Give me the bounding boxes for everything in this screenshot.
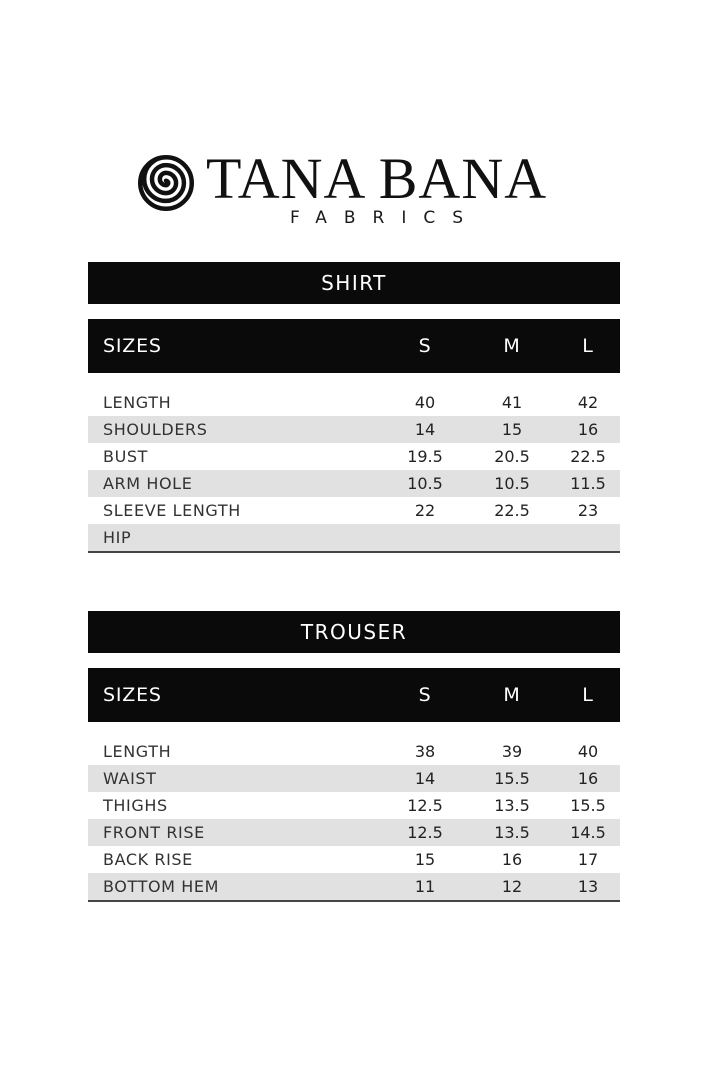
row-label: LENGTH bbox=[103, 393, 172, 412]
sizes-label: SIZES bbox=[103, 335, 162, 357]
cell-value: 22.5 bbox=[570, 447, 606, 466]
row-label: BOTTOM HEM bbox=[103, 877, 219, 896]
row-label: SHOULDERS bbox=[103, 420, 208, 439]
row-label: LENGTH bbox=[103, 742, 172, 761]
shirt-sizes-header bbox=[88, 319, 620, 373]
cell-value: 13.5 bbox=[494, 823, 530, 842]
cell-value: 10.5 bbox=[407, 474, 443, 493]
row-label: SLEEVE LENGTH bbox=[103, 501, 241, 520]
row-label: ARM HOLE bbox=[103, 474, 193, 493]
cell-value: 15 bbox=[414, 850, 436, 869]
column-head-l: L bbox=[582, 335, 594, 357]
cell-value: 12 bbox=[501, 877, 523, 896]
trouser-rows bbox=[88, 738, 620, 902]
shirt-title-bar bbox=[88, 262, 620, 304]
cell-value: 41 bbox=[501, 393, 523, 412]
cell-value: 19.5 bbox=[407, 447, 443, 466]
column-head-s: S bbox=[418, 684, 432, 706]
cell-value: 16 bbox=[577, 420, 599, 439]
cell-value: 20.5 bbox=[494, 447, 530, 466]
trouser-title: TROUSER bbox=[300, 620, 408, 644]
row-length bbox=[88, 389, 620, 416]
cell-value: 11.5 bbox=[570, 474, 606, 493]
cell-value: 13.5 bbox=[494, 796, 530, 815]
cell-value: 22.5 bbox=[494, 501, 530, 520]
cell-value: 15.5 bbox=[494, 769, 530, 788]
row-bust bbox=[88, 443, 620, 470]
row-label: BACK RISE bbox=[103, 850, 193, 869]
cell-value: 40 bbox=[414, 393, 436, 412]
row-label: WAIST bbox=[103, 769, 157, 788]
cell-value: 15.5 bbox=[570, 796, 606, 815]
cell-value: 16 bbox=[577, 769, 599, 788]
row-shoulders bbox=[88, 416, 620, 443]
shirt-rows bbox=[88, 389, 620, 553]
cell-value: 14.5 bbox=[570, 823, 606, 842]
row-label: HIP bbox=[103, 528, 132, 547]
row-back-rise bbox=[88, 846, 620, 873]
row-bottom-hem bbox=[88, 873, 620, 900]
column-head-m: M bbox=[503, 684, 521, 706]
cell-value: 12.5 bbox=[407, 823, 443, 842]
cell-value: 13 bbox=[577, 877, 599, 896]
cell-value: 16 bbox=[501, 850, 523, 869]
row-label: THIGHS bbox=[103, 796, 168, 815]
cell-value: 38 bbox=[414, 742, 436, 761]
brand-name: TANA BANA bbox=[206, 146, 548, 211]
shirt-title: SHIRT bbox=[321, 271, 387, 295]
cell-value: 17 bbox=[577, 850, 599, 869]
row-label: BUST bbox=[103, 447, 149, 466]
cell-value: 14 bbox=[414, 769, 436, 788]
row-sleeve-length bbox=[88, 497, 620, 524]
cell-value: 39 bbox=[501, 742, 523, 761]
row-label: FRONT RISE bbox=[103, 823, 205, 842]
cell-value: 40 bbox=[577, 742, 599, 761]
row-hip bbox=[88, 524, 620, 551]
spiral-icon bbox=[138, 155, 194, 211]
cell-value: 12.5 bbox=[407, 796, 443, 815]
cell-value: 23 bbox=[577, 501, 599, 520]
trouser-sizes-header bbox=[88, 668, 620, 722]
brand-logo bbox=[138, 146, 548, 228]
brand-text bbox=[206, 146, 548, 228]
cell-value: 22 bbox=[414, 501, 436, 520]
cell-value: 11 bbox=[414, 877, 436, 896]
trouser-title-bar bbox=[88, 611, 620, 653]
row-arm-hole bbox=[88, 470, 620, 497]
column-head-s: S bbox=[418, 335, 432, 357]
column-head-l: L bbox=[582, 684, 594, 706]
cell-value: 15 bbox=[501, 420, 523, 439]
cell-value: 14 bbox=[414, 420, 436, 439]
shirt-table-section bbox=[88, 262, 620, 553]
trouser-table-section bbox=[88, 611, 620, 902]
column-head-m: M bbox=[503, 335, 521, 357]
cell-value: 10.5 bbox=[494, 474, 530, 493]
row-waist bbox=[88, 765, 620, 792]
row-thighs bbox=[88, 792, 620, 819]
cell-value: 42 bbox=[577, 393, 599, 412]
row-front-rise bbox=[88, 819, 620, 846]
brand-subtitle: FABRICS bbox=[290, 208, 481, 228]
row-length bbox=[88, 738, 620, 765]
sizes-label: SIZES bbox=[103, 684, 162, 706]
